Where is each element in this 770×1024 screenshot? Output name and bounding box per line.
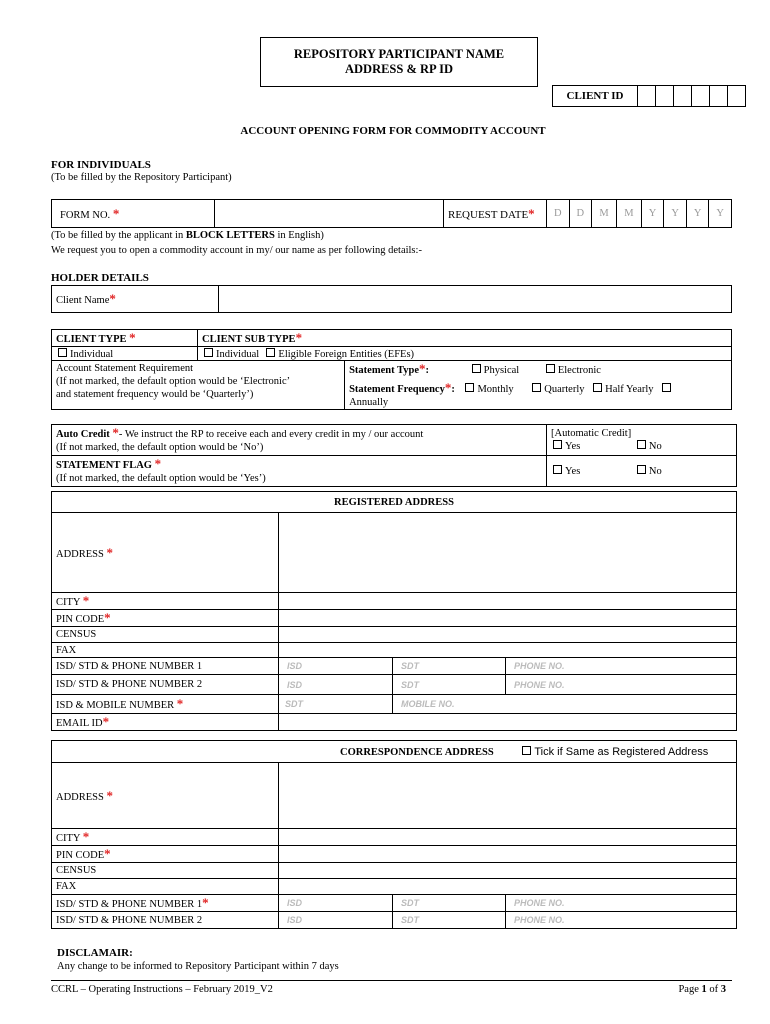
statement-flag-text: STATEMENT FLAG * (If not marked, the default option would be ‘Yes’) xyxy=(52,456,547,487)
request-line: We request you to open a commodity account in my/ our name as per following details:- xyxy=(51,245,422,256)
reg-email-label: EMAIL ID* xyxy=(52,714,279,731)
statement-flag-yes[interactable]: Yes xyxy=(565,466,581,477)
form-title: ACCOUNT OPENING FORM FOR COMMODITY ACCOUNT xyxy=(240,125,546,137)
client-type-table xyxy=(51,329,732,410)
corr-phone2-label: ISD/ STD & PHONE NUMBER 2 xyxy=(52,912,279,929)
corr-phone2-isd[interactable]: ISD xyxy=(279,912,393,929)
corr-pin-field[interactable] xyxy=(279,846,737,863)
corr-phone2-number[interactable]: PHONE NO. xyxy=(506,912,737,929)
reg-email-field[interactable] xyxy=(279,714,737,731)
date-box-d1[interactable]: D xyxy=(547,200,570,228)
reg-phone1-label: ISD/ STD & PHONE NUMBER 1 xyxy=(52,658,279,675)
reg-phone2-isd[interactable]: ISD xyxy=(279,675,393,695)
client-id-label: CLIENT ID xyxy=(553,86,638,107)
auto-credit-options: [Automatic Credit] Yes No xyxy=(547,425,737,456)
registered-address-table xyxy=(51,491,737,731)
reg-address-field[interactable] xyxy=(279,513,737,593)
client-id-box[interactable] xyxy=(674,86,692,107)
reg-census-field[interactable] xyxy=(279,627,737,643)
footer-left: CCRL – Operating Instructions – February 2019_V2 xyxy=(51,984,273,995)
checkbox-icon[interactable] xyxy=(266,348,275,357)
reg-city-label: CITY * xyxy=(52,593,279,610)
reg-phone2-number[interactable]: PHONE NO. xyxy=(506,675,737,695)
correspondence-address-title: CORRESPONDENCE ADDRESS xyxy=(340,746,494,758)
statement-frequency-label: Statement Frequency xyxy=(349,384,445,395)
corr-phone1-number[interactable]: PHONE NO. xyxy=(506,895,737,912)
registered-address-title: REGISTERED ADDRESS xyxy=(52,492,737,513)
corr-address-field[interactable] xyxy=(279,763,737,829)
rp-name: REPOSITORY PARTICIPANT NAME xyxy=(293,47,505,61)
checkbox-icon[interactable] xyxy=(465,383,474,392)
date-box-y3[interactable]: Y xyxy=(686,200,709,228)
disclaimer-title: DISCLAMAIR: xyxy=(57,947,133,959)
form-no-field[interactable] xyxy=(215,200,444,228)
same-as-registered-option[interactable]: Tick if Same as Registered Address xyxy=(520,746,708,758)
freq-annually[interactable]: Annually xyxy=(349,397,389,408)
correspondence-address-table xyxy=(51,740,737,929)
corr-fax-field[interactable] xyxy=(279,879,737,895)
checkbox-icon[interactable] xyxy=(637,440,646,449)
checkbox-icon[interactable] xyxy=(472,364,481,373)
reg-fax-label: FAX xyxy=(52,643,279,658)
corr-city-field[interactable] xyxy=(279,829,737,846)
reg-phone2-label: ISD/ STD & PHONE NUMBER 2 xyxy=(52,675,279,695)
corr-phone1-label: ISD/ STD & PHONE NUMBER 1* xyxy=(52,895,279,912)
freq-quarterly[interactable]: Quarterly xyxy=(544,384,585,395)
rp-header-box xyxy=(260,37,538,87)
form-no-row xyxy=(51,199,732,228)
reg-phone1-isd[interactable]: ISD xyxy=(279,658,393,675)
client-id-box[interactable] xyxy=(710,86,728,107)
client-id-box[interactable] xyxy=(656,86,674,107)
form-no-label: FORM NO. * xyxy=(52,200,215,228)
reg-pin-label: PIN CODE* xyxy=(52,610,279,627)
statement-flag-options xyxy=(547,456,737,487)
reg-pin-field[interactable] xyxy=(279,610,737,627)
date-box-y4[interactable]: Y xyxy=(709,200,732,228)
statement-requirement-note: Account Statement Requirement (If not marked, the default option would be ‘Electronic’ and statement frequency would be ‘Quarterly’) xyxy=(52,361,345,410)
reg-fax-field[interactable] xyxy=(279,643,737,658)
statement-type-physical[interactable]: Physical xyxy=(483,365,520,376)
client-type-individual-option[interactable]: Individual xyxy=(52,347,198,361)
corr-phone1-isd[interactable]: ISD xyxy=(279,895,393,912)
checkbox-icon[interactable] xyxy=(532,383,541,392)
client-name-row xyxy=(51,285,732,313)
corr-pin-label: PIN CODE* xyxy=(52,846,279,863)
client-type-label: CLIENT TYPE * xyxy=(52,330,198,347)
auto-credit-table xyxy=(51,424,737,487)
client-id-table xyxy=(552,85,746,107)
rp-address: ADDRESS & RP ID xyxy=(344,62,453,76)
checkbox-icon[interactable] xyxy=(553,440,562,449)
statement-type-electronic[interactable]: Electronic xyxy=(557,365,601,376)
reg-mobile-std[interactable]: SDT xyxy=(279,695,393,714)
date-box-m1[interactable]: M xyxy=(592,200,617,228)
client-sub-type-label: CLIENT SUB TYPE* xyxy=(198,330,732,347)
statement-options: Statement Type*: Physical Electronic Statement Frequency*: Monthly Quarterly Half Yearly Annually xyxy=(345,361,732,410)
corr-address-label: ADDRESS * xyxy=(52,763,279,829)
reg-phone1-std[interactable]: SDT xyxy=(393,658,506,675)
checkbox-icon[interactable] xyxy=(204,348,213,357)
checkbox-icon[interactable] xyxy=(546,364,555,373)
reg-mobile-number[interactable]: MOBILE NO. xyxy=(393,695,737,714)
holder-details-heading: HOLDER DETAILS xyxy=(51,272,149,284)
statement-type-label: Statement Type xyxy=(349,365,419,376)
client-id-box[interactable] xyxy=(638,86,656,107)
checkbox-icon[interactable] xyxy=(58,348,67,357)
client-name-label: Client Name* xyxy=(52,286,219,313)
page-number: Page 1 of 3 xyxy=(678,984,726,995)
auto-credit-text: Auto Credit *- We instruct the RP to receive each and every credit in my / our account (If not marked, the default option would be ‘No’) xyxy=(52,425,547,456)
freq-monthly[interactable]: Monthly xyxy=(477,384,514,395)
corr-census-field[interactable] xyxy=(279,863,737,879)
corr-phone2-std[interactable]: SDT xyxy=(393,912,506,929)
correspondence-address-header xyxy=(52,741,737,763)
corr-city-label: CITY * xyxy=(52,829,279,846)
checkbox-icon[interactable] xyxy=(662,383,671,392)
filled-by-rp-note: (To be filled by the Repository Participant) xyxy=(51,172,232,183)
corr-phone1-std[interactable]: SDT xyxy=(393,895,506,912)
checkbox-icon[interactable] xyxy=(553,465,562,474)
block-letters-note: (To be filled by the applicant in BLOCK LETTERS in English) xyxy=(51,230,324,241)
date-box-d2[interactable]: D xyxy=(569,200,592,228)
client-sub-type-options: Individual Eligible Foreign Entities (EFEs) xyxy=(198,347,732,361)
reg-address-label: ADDRESS * xyxy=(52,513,279,593)
auto-credit-yes[interactable]: Yes xyxy=(565,441,581,452)
client-id-box[interactable] xyxy=(728,86,746,107)
disclaimer-text: Any change to be informed to Repository Participant within 7 days xyxy=(57,961,339,972)
reg-phone1-number[interactable]: PHONE NO. xyxy=(506,658,737,675)
footer-divider xyxy=(51,980,732,981)
date-box-y2[interactable]: Y xyxy=(664,200,687,228)
corr-census-label: CENSUS xyxy=(52,863,279,879)
date-box-m2[interactable]: M xyxy=(616,200,641,228)
statement-flag-no[interactable]: No xyxy=(648,466,662,477)
freq-half-yearly[interactable]: Half Yearly xyxy=(605,384,654,395)
reg-census-label: CENSUS xyxy=(52,627,279,643)
client-id-box[interactable] xyxy=(692,86,710,107)
reg-phone2-std[interactable]: SDT xyxy=(393,675,506,695)
date-box-y1[interactable]: Y xyxy=(641,200,664,228)
checkbox-icon[interactable] xyxy=(637,465,646,474)
reg-mobile-label: ISD & MOBILE NUMBER * xyxy=(52,695,279,714)
reg-city-field[interactable] xyxy=(279,593,737,610)
request-date-label: REQUEST DATE* xyxy=(444,200,547,228)
corr-fax-label: FAX xyxy=(52,879,279,895)
auto-credit-no[interactable]: No xyxy=(648,441,662,452)
checkbox-icon[interactable] xyxy=(593,383,602,392)
client-name-field[interactable] xyxy=(219,286,732,313)
checkbox-icon[interactable] xyxy=(522,746,531,755)
for-individuals: FOR INDIVIDUALS xyxy=(51,159,151,171)
